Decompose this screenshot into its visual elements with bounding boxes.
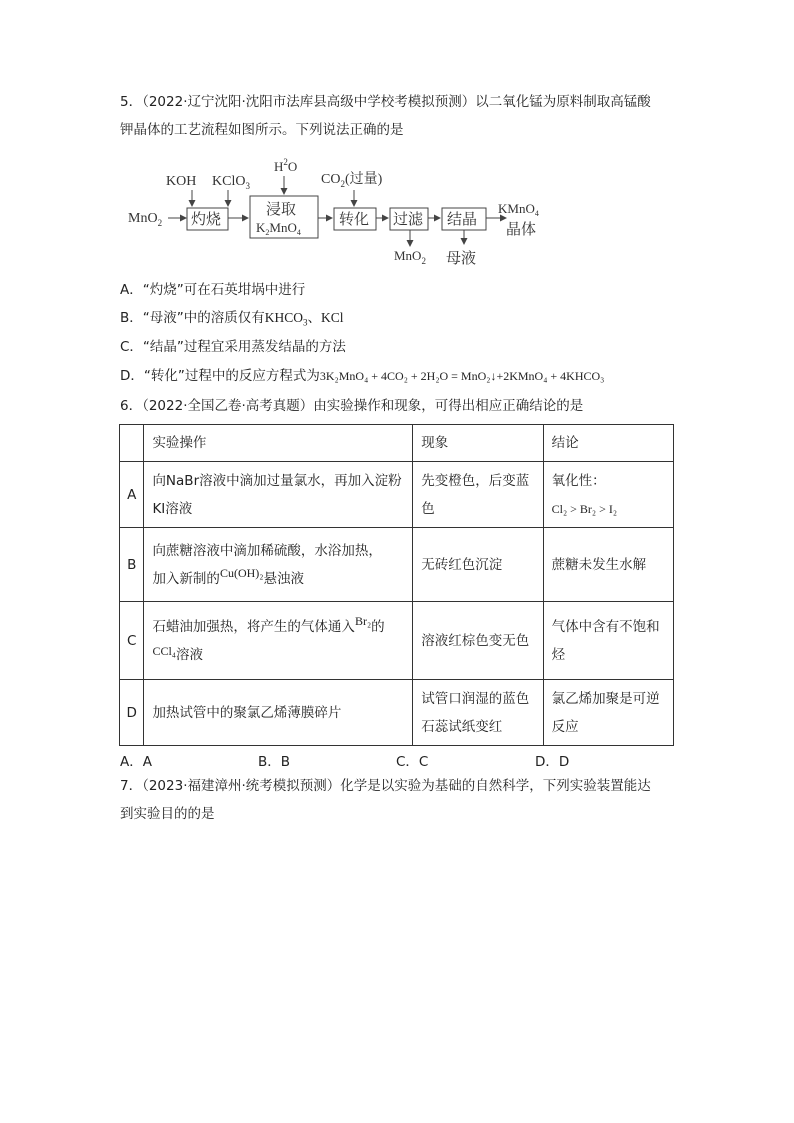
- q6-stem: 6．（2022·全国乙卷·高考真题）由实验操作和现象，可得出相应正确结论的是: [120, 398, 584, 414]
- table-row: D 加热试管中的聚氯乙烯薄膜碎片 试管口润湿的蓝色石蕊试纸变红 氯乙烯加聚是可逆反应: [120, 680, 674, 746]
- flow-h2o: $H^2O$: [274, 157, 298, 174]
- svg-text:结晶: 结晶: [447, 212, 478, 228]
- svg-text:K2MnO4: $K_2MnO_4$: [256, 220, 301, 237]
- q7-stem-line2: 到实验目的的是: [120, 806, 215, 822]
- flow-out-mother-liquor: 母液: [446, 251, 477, 267]
- svg-text:晶体: 晶体: [506, 222, 537, 238]
- flow-product: KMnO$_4$: [498, 201, 539, 218]
- svg-text:灼烧: 灼烧: [191, 212, 222, 228]
- q5-stem-line2: 钾晶体的工艺流程如图所示。下列说法正确的是: [120, 122, 404, 138]
- q5-option-d: D．“转化”过程中的反应方程式为3K₂MnO₄ + 4CO₂ + 2H₂O = MnO₂↓+2KMnO₄ + 4KHCO₃: [120, 368, 605, 384]
- q5-option-b: B．“母液”中的溶质仅有$KHCO_3$、KCl: [120, 310, 344, 328]
- process-flow-diagram: [126, 156, 566, 271]
- table-row: B 向蔗糖溶液中滴加稀硫酸，水浴加热， 加入新制的Cu(OH)₂悬浊液 无砖红色沉淀 蔗糖未发生水解: [120, 528, 674, 602]
- flow-out-mno2: MnO$_2$: [394, 248, 426, 266]
- q6-choice-c: C．C: [396, 754, 429, 770]
- q7-stem-line1: 7．（2023·福建漳州·统考模拟预测）化学是以实验为基础的自然科学，下列实验装置能达: [120, 778, 651, 794]
- flow-kclo3: KClO$_3$: [212, 174, 250, 191]
- header-phenomenon: 现象: [413, 425, 543, 462]
- flow-input: MnO$_2$: [128, 211, 163, 228]
- q5-stem-line1: 5．（2022·辽宁沈阳·沈阳市法库县高级中学校考模拟预测）以二氧化锰为原料制取高锰酸: [120, 94, 651, 110]
- q6-choice-b: B．B: [258, 754, 291, 770]
- q6-choice-d: D．D: [535, 754, 570, 770]
- q6-choice-a: A．A: [120, 754, 152, 770]
- q5-option-c: C．“结晶”过程宜采用蒸发结晶的方法: [120, 339, 346, 355]
- table-header-row: [120, 425, 674, 462]
- flow-co2: $CO_2$(过量): [321, 172, 383, 189]
- table-row: C 石蜡油加强热，将产生的气体通入Br₂的 CCl₄溶液 溶液红棕色变无色 气体中含有不饱和烃: [120, 602, 674, 680]
- svg-text:转化: 转化: [339, 212, 370, 228]
- svg-text:浸取: 浸取: [266, 202, 297, 218]
- header-label: [120, 425, 144, 462]
- header-conclusion: 结论: [543, 425, 673, 462]
- svg-text:过滤: 过滤: [393, 212, 424, 228]
- q6-table: [119, 424, 674, 746]
- header-operation: 实验操作: [144, 425, 413, 462]
- table-row: A 向NaBr溶液中滴加过量氯水，再加入淀粉KI溶液 先变橙色，后变蓝色 氧化性： Cl₂ > Br₂ > I₂: [120, 462, 674, 528]
- q5-option-a: A．“灼烧”可在石英坩埚中进行: [120, 282, 306, 298]
- flow-koh: KOH: [166, 174, 197, 189]
